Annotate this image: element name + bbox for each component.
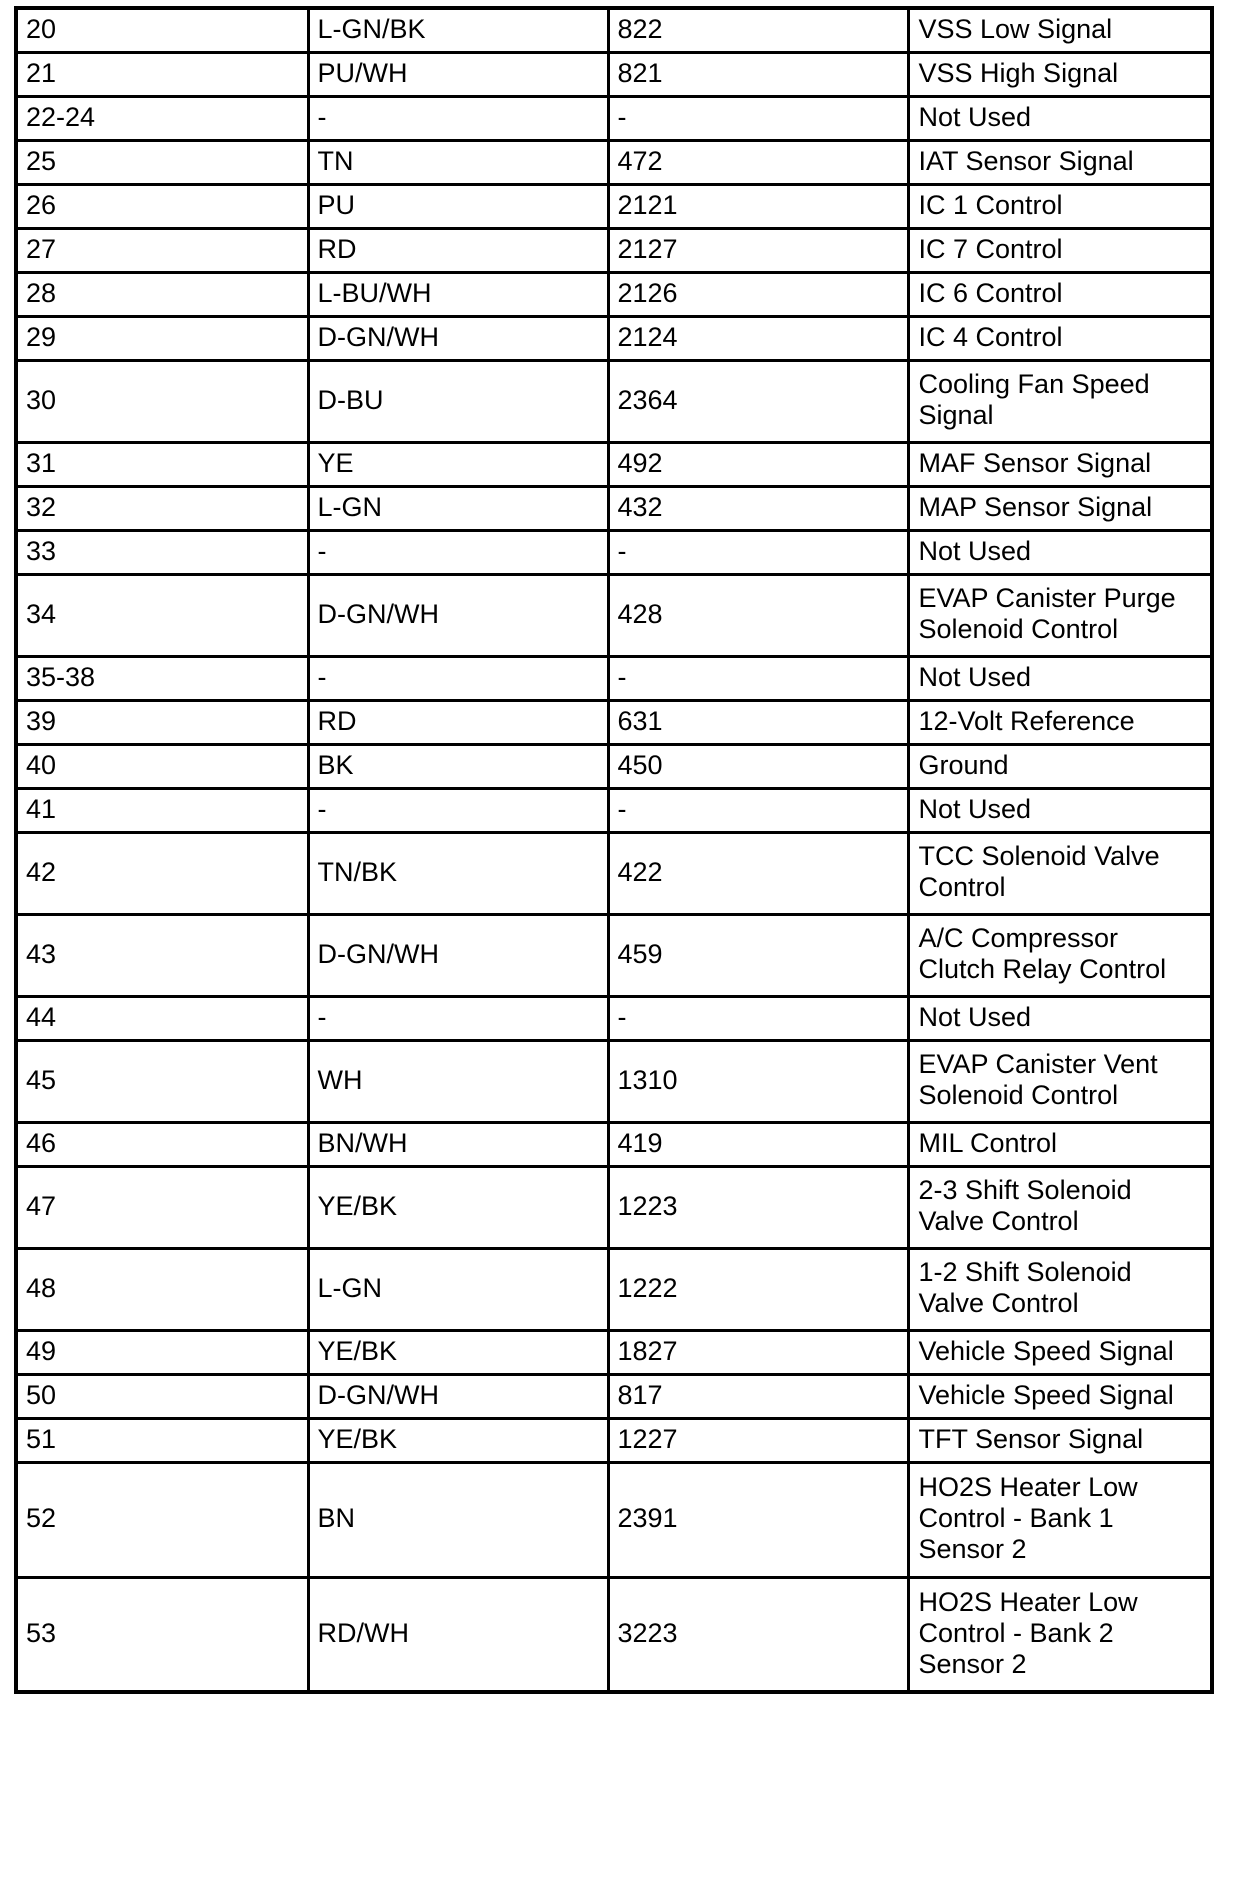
function-cell: Vehicle Speed Signal xyxy=(908,1330,1212,1374)
pin-number-cell: 30 xyxy=(16,360,308,442)
wire-color-cell: D-GN/WH xyxy=(308,316,608,360)
circuit-number-cell: 2124 xyxy=(608,316,908,360)
wire-color-cell: RD xyxy=(308,700,608,744)
table-row xyxy=(16,574,1212,656)
table-row xyxy=(16,52,1212,96)
wire-color-cell: BN xyxy=(308,1462,608,1577)
wire-color-cell: YE/BK xyxy=(308,1418,608,1462)
function-cell: Ground xyxy=(908,744,1212,788)
table-row xyxy=(16,96,1212,140)
wire-color-cell: D-GN/WH xyxy=(308,574,608,656)
circuit-number-cell: 1222 xyxy=(608,1248,908,1330)
circuit-number-cell: 1227 xyxy=(608,1418,908,1462)
table-row xyxy=(16,486,1212,530)
pin-number-cell: 43 xyxy=(16,914,308,996)
pin-number-cell: 33 xyxy=(16,530,308,574)
circuit-number-cell: - xyxy=(608,530,908,574)
wire-color-cell: - xyxy=(308,96,608,140)
circuit-number-cell: 492 xyxy=(608,442,908,486)
function-cell: MAF Sensor Signal xyxy=(908,442,1212,486)
pin-number-cell: 53 xyxy=(16,1577,308,1692)
pin-number-cell: 47 xyxy=(16,1166,308,1248)
function-cell: IAT Sensor Signal xyxy=(908,140,1212,184)
function-cell: MIL Control xyxy=(908,1122,1212,1166)
table-row xyxy=(16,1248,1212,1330)
table-row xyxy=(16,1374,1212,1418)
pin-number-cell: 46 xyxy=(16,1122,308,1166)
function-cell: EVAP Canister Purge Solenoid Control xyxy=(908,574,1212,656)
wire-color-cell: BN/WH xyxy=(308,1122,608,1166)
function-cell: VSS High Signal xyxy=(908,52,1212,96)
circuit-number-cell: 631 xyxy=(608,700,908,744)
table-row xyxy=(16,442,1212,486)
circuit-number-cell: - xyxy=(608,788,908,832)
table-row xyxy=(16,700,1212,744)
pin-number-cell: 50 xyxy=(16,1374,308,1418)
pin-number-cell: 40 xyxy=(16,744,308,788)
circuit-number-cell: 817 xyxy=(608,1374,908,1418)
pin-number-cell: 21 xyxy=(16,52,308,96)
pinout-table-body xyxy=(16,8,1212,1692)
wire-color-cell: TN/BK xyxy=(308,832,608,914)
pin-number-cell: 52 xyxy=(16,1462,308,1577)
table-row xyxy=(16,8,1212,52)
wire-color-cell: L-BU/WH xyxy=(308,272,608,316)
wire-color-cell: PU/WH xyxy=(308,52,608,96)
function-cell: Cooling Fan Speed Signal xyxy=(908,360,1212,442)
circuit-number-cell: 419 xyxy=(608,1122,908,1166)
function-cell: IC 7 Control xyxy=(908,228,1212,272)
connector-pinout-table xyxy=(14,6,1214,1694)
function-cell: Not Used xyxy=(908,530,1212,574)
pin-number-cell: 20 xyxy=(16,8,308,52)
table-row xyxy=(16,1577,1212,1692)
table-row xyxy=(16,996,1212,1040)
circuit-number-cell: 1223 xyxy=(608,1166,908,1248)
circuit-number-cell: 428 xyxy=(608,574,908,656)
circuit-number-cell: 432 xyxy=(608,486,908,530)
pin-number-cell: 28 xyxy=(16,272,308,316)
function-cell: 1-2 Shift Solenoid Valve Control xyxy=(908,1248,1212,1330)
circuit-number-cell: 472 xyxy=(608,140,908,184)
function-cell: IC 4 Control xyxy=(908,316,1212,360)
wire-color-cell: D-GN/WH xyxy=(308,1374,608,1418)
wire-color-cell: YE/BK xyxy=(308,1166,608,1248)
table-row xyxy=(16,184,1212,228)
function-cell: A/C Compressor Clutch Relay Control xyxy=(908,914,1212,996)
circuit-number-cell: 2127 xyxy=(608,228,908,272)
function-cell: MAP Sensor Signal xyxy=(908,486,1212,530)
table-row xyxy=(16,272,1212,316)
table-row xyxy=(16,360,1212,442)
function-cell: 12-Volt Reference xyxy=(908,700,1212,744)
function-cell: HO2S Heater Low Control - Bank 1 Sensor 2 xyxy=(908,1462,1212,1577)
pin-number-cell: 34 xyxy=(16,574,308,656)
table-row xyxy=(16,656,1212,700)
table-row xyxy=(16,1040,1212,1122)
pin-number-cell: 27 xyxy=(16,228,308,272)
table-row xyxy=(16,140,1212,184)
function-cell: 2-3 Shift Solenoid Valve Control xyxy=(908,1166,1212,1248)
wire-color-cell: TN xyxy=(308,140,608,184)
circuit-number-cell: 2391 xyxy=(608,1462,908,1577)
wire-color-cell: RD xyxy=(308,228,608,272)
pin-number-cell: 29 xyxy=(16,316,308,360)
function-cell: TCC Solenoid Valve Control xyxy=(908,832,1212,914)
wire-color-cell: - xyxy=(308,530,608,574)
wire-color-cell: YE xyxy=(308,442,608,486)
pin-number-cell: 49 xyxy=(16,1330,308,1374)
pin-number-cell: 31 xyxy=(16,442,308,486)
function-cell: HO2S Heater Low Control - Bank 2 Sensor 2 xyxy=(908,1577,1212,1692)
pin-number-cell: 51 xyxy=(16,1418,308,1462)
wire-color-cell: RD/WH xyxy=(308,1577,608,1692)
function-cell: IC 1 Control xyxy=(908,184,1212,228)
table-row xyxy=(16,914,1212,996)
circuit-number-cell: 2364 xyxy=(608,360,908,442)
pin-number-cell: 35-38 xyxy=(16,656,308,700)
function-cell: Vehicle Speed Signal xyxy=(908,1374,1212,1418)
table-row xyxy=(16,1330,1212,1374)
wire-color-cell: D-GN/WH xyxy=(308,914,608,996)
wire-color-cell: L-GN/BK xyxy=(308,8,608,52)
pin-number-cell: 39 xyxy=(16,700,308,744)
pin-number-cell: 32 xyxy=(16,486,308,530)
table-row xyxy=(16,228,1212,272)
circuit-number-cell: 1827 xyxy=(608,1330,908,1374)
function-cell: Not Used xyxy=(908,96,1212,140)
circuit-number-cell: 822 xyxy=(608,8,908,52)
function-cell: VSS Low Signal xyxy=(908,8,1212,52)
pin-number-cell: 26 xyxy=(16,184,308,228)
wire-color-cell: - xyxy=(308,996,608,1040)
function-cell: TFT Sensor Signal xyxy=(908,1418,1212,1462)
table-row xyxy=(16,530,1212,574)
circuit-number-cell: 3223 xyxy=(608,1577,908,1692)
circuit-number-cell: - xyxy=(608,96,908,140)
table-row xyxy=(16,1166,1212,1248)
table-row xyxy=(16,316,1212,360)
pin-number-cell: 45 xyxy=(16,1040,308,1122)
wire-color-cell: L-GN xyxy=(308,486,608,530)
wire-color-cell: WH xyxy=(308,1040,608,1122)
pin-number-cell: 41 xyxy=(16,788,308,832)
function-cell: IC 6 Control xyxy=(908,272,1212,316)
circuit-number-cell: 2126 xyxy=(608,272,908,316)
function-cell: Not Used xyxy=(908,656,1212,700)
table-row xyxy=(16,832,1212,914)
wire-color-cell: PU xyxy=(308,184,608,228)
pin-number-cell: 48 xyxy=(16,1248,308,1330)
circuit-number-cell: 422 xyxy=(608,832,908,914)
table-row xyxy=(16,1462,1212,1577)
circuit-number-cell: 2121 xyxy=(608,184,908,228)
circuit-number-cell: 821 xyxy=(608,52,908,96)
circuit-number-cell: 1310 xyxy=(608,1040,908,1122)
table-row xyxy=(16,744,1212,788)
function-cell: EVAP Canister Vent Solenoid Control xyxy=(908,1040,1212,1122)
function-cell: Not Used xyxy=(908,788,1212,832)
table-row xyxy=(16,788,1212,832)
wire-color-cell: - xyxy=(308,788,608,832)
wire-color-cell: - xyxy=(308,656,608,700)
wire-color-cell: BK xyxy=(308,744,608,788)
wire-color-cell: L-GN xyxy=(308,1248,608,1330)
circuit-number-cell: - xyxy=(608,656,908,700)
pin-number-cell: 25 xyxy=(16,140,308,184)
wire-color-cell: YE/BK xyxy=(308,1330,608,1374)
function-cell: Not Used xyxy=(908,996,1212,1040)
pin-number-cell: 44 xyxy=(16,996,308,1040)
circuit-number-cell: 450 xyxy=(608,744,908,788)
circuit-number-cell: - xyxy=(608,996,908,1040)
table-row xyxy=(16,1122,1212,1166)
table-row xyxy=(16,1418,1212,1462)
wire-color-cell: D-BU xyxy=(308,360,608,442)
pin-number-cell: 22-24 xyxy=(16,96,308,140)
pin-number-cell: 42 xyxy=(16,832,308,914)
circuit-number-cell: 459 xyxy=(608,914,908,996)
